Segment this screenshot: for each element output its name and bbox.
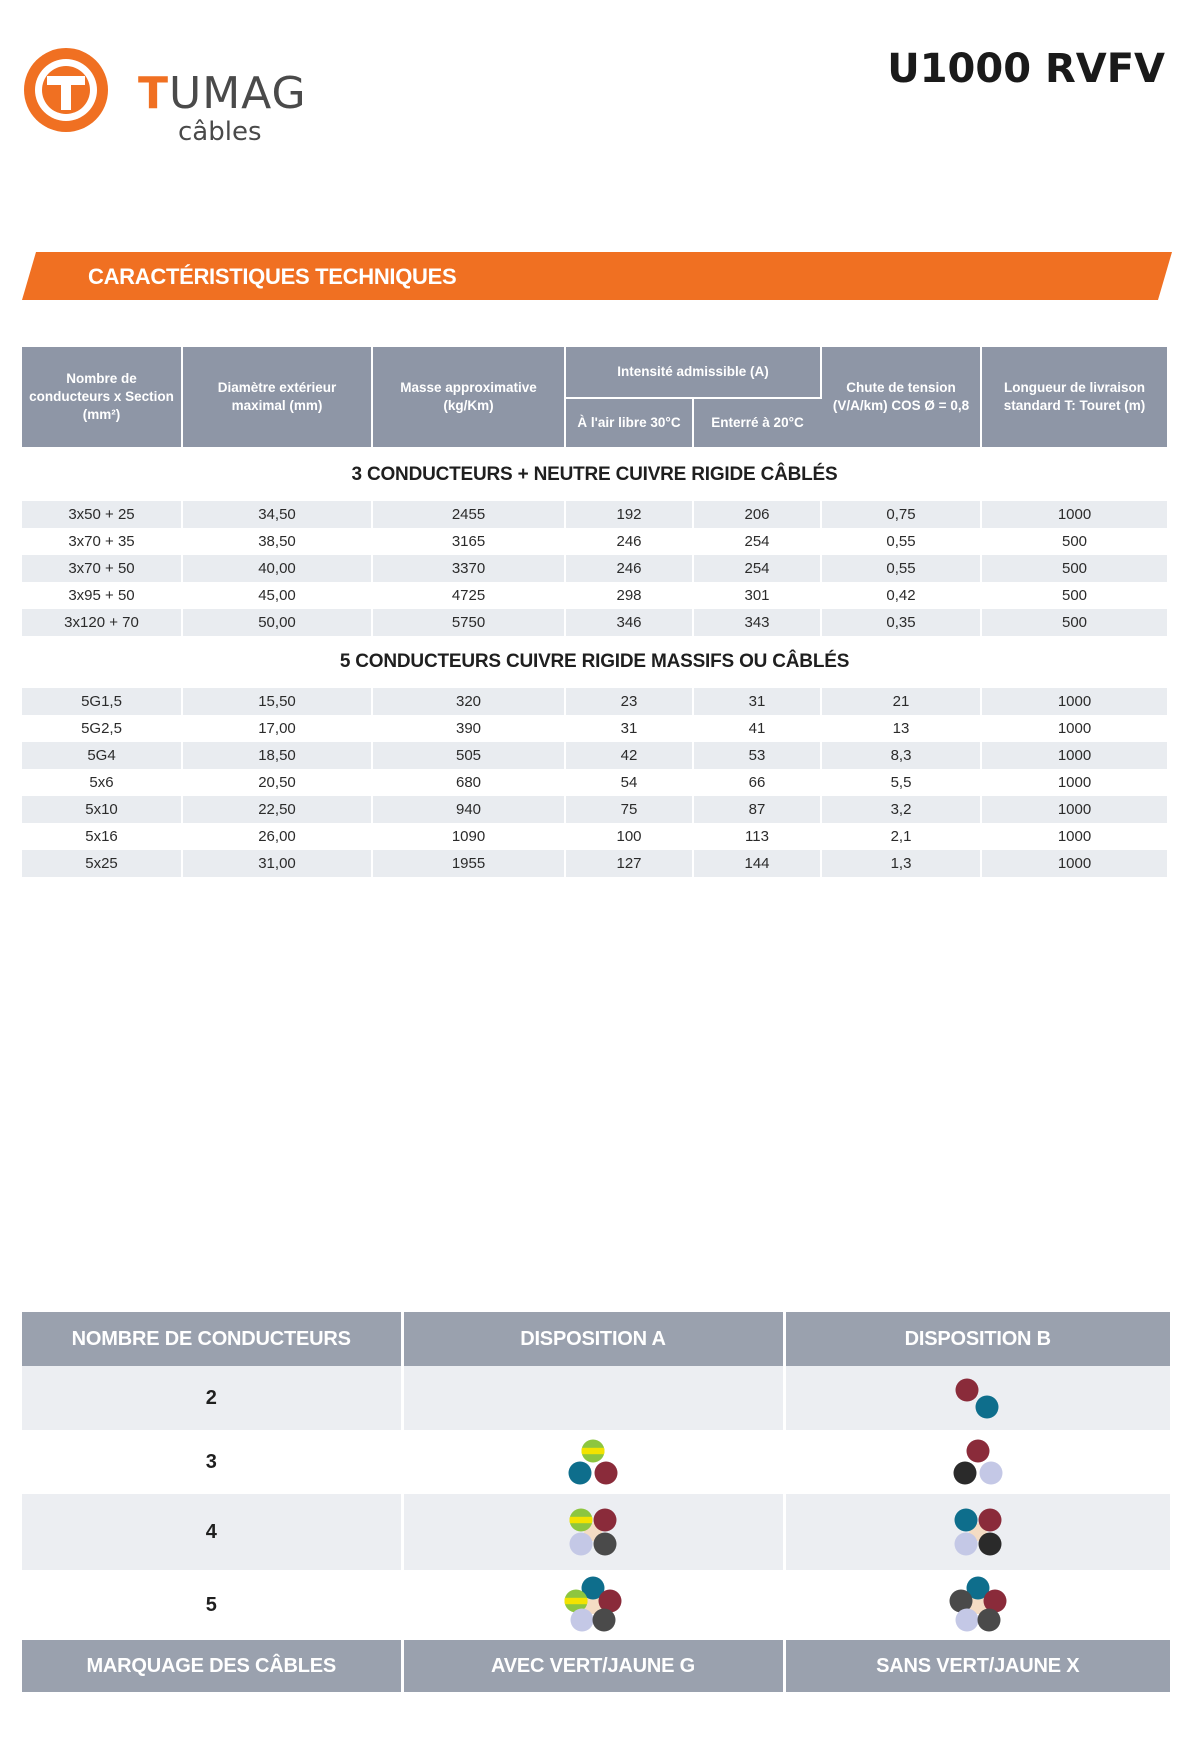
conductor-brown	[966, 1440, 989, 1463]
table-cell: 5x16	[22, 823, 182, 850]
table-cell: 2,1	[821, 823, 981, 850]
conductor-blue	[569, 1462, 592, 1485]
table-cell: 246	[565, 528, 693, 555]
disposition-row	[22, 1430, 1170, 1494]
table-cell: 192	[565, 501, 693, 528]
table-cell: 298	[565, 582, 693, 609]
conductor-green-yellow	[570, 1509, 593, 1532]
conductor-blue	[954, 1509, 977, 1532]
tumag-logo-icon	[18, 42, 128, 152]
conductor-grey	[593, 1609, 616, 1632]
table-cell: 31,00	[182, 850, 372, 877]
table-cell: 3370	[372, 555, 565, 582]
header-disposition-b: DISPOSITION B	[784, 1312, 1170, 1366]
conductor-lightblue	[954, 1533, 977, 1556]
table-cell: 1000	[981, 823, 1167, 850]
conductor-diagram	[938, 1573, 1018, 1637]
table-row	[22, 555, 1167, 582]
table-row	[22, 582, 1167, 609]
header-voltage-drop: Chute de tension (V/A/km) COS Ø = 0,8	[821, 347, 981, 448]
brand-subtitle: câbles	[178, 117, 262, 147]
table-cell: 505	[372, 742, 565, 769]
header-intensity-buried: Enterré à 20°C	[693, 398, 821, 448]
conductor-diagram	[553, 1366, 633, 1430]
header-intensity-air: À l'air libre 30°C	[565, 398, 693, 448]
table-row	[22, 609, 1167, 636]
disposition-b-cell	[784, 1430, 1170, 1494]
table-cell: 390	[372, 715, 565, 742]
table-cell: 0,35	[821, 609, 981, 636]
table-cell: 113	[693, 823, 821, 850]
conductor-diagram	[938, 1500, 1018, 1564]
table-cell: 1955	[372, 850, 565, 877]
table-cell: 1000	[981, 742, 1167, 769]
table-cell: 206	[693, 501, 821, 528]
table-cell: 40,00	[182, 555, 372, 582]
conductor-count: 2	[22, 1366, 402, 1430]
table-cell: 13	[821, 715, 981, 742]
header-conductor-count: NOMBRE DE CONDUCTEURS	[22, 1312, 402, 1366]
table-cell: 500	[981, 609, 1167, 636]
table-cell: 22,50	[182, 796, 372, 823]
table-row	[22, 769, 1167, 796]
table-cell: 3x50 + 25	[22, 501, 182, 528]
table-cell: 301	[693, 582, 821, 609]
conductor-diagram	[553, 1500, 633, 1564]
conductor-diagram	[553, 1573, 633, 1637]
conductor-grey	[594, 1533, 617, 1556]
conductor-count: 5	[22, 1570, 402, 1640]
table-cell: 254	[693, 555, 821, 582]
table-row	[22, 688, 1167, 715]
table-cell: 42	[565, 742, 693, 769]
header-delivery-length: Longueur de livraison standard T: Touret (m)	[981, 347, 1167, 448]
conductor-brown	[594, 1509, 617, 1532]
conductor-lightblue	[979, 1462, 1002, 1485]
conductor-black	[953, 1462, 976, 1485]
header-intensity: Intensité admissible (A)	[565, 347, 821, 398]
disposition-b-cell	[784, 1570, 1170, 1640]
conductor-lightblue	[570, 1533, 593, 1556]
table-cell: 18,50	[182, 742, 372, 769]
table-cell: 346	[565, 609, 693, 636]
table-cell: 3x120 + 70	[22, 609, 182, 636]
brand-logo	[18, 42, 307, 152]
technical-table	[22, 347, 1167, 877]
table-cell: 3x70 + 35	[22, 528, 182, 555]
header-mass: Masse approximative (kg/Km)	[372, 347, 565, 448]
table-cell: 246	[565, 555, 693, 582]
conductor-green-yellow	[582, 1440, 605, 1463]
table-cell: 1090	[372, 823, 565, 850]
header-conductors-section: Nombre de conducteurs x Section (mm²)	[22, 347, 182, 448]
table-cell: 0,42	[821, 582, 981, 609]
table-cell: 20,50	[182, 769, 372, 796]
footer-without-green-yellow: SANS VERT/JAUNE X	[784, 1640, 1170, 1692]
table-cell: 1000	[981, 501, 1167, 528]
table-cell: 0,55	[821, 528, 981, 555]
table-cell: 8,3	[821, 742, 981, 769]
disposition-a-cell	[402, 1570, 784, 1640]
table-cell: 680	[372, 769, 565, 796]
table-cell: 343	[693, 609, 821, 636]
table-cell: 1000	[981, 796, 1167, 823]
disposition-table	[22, 1312, 1170, 1692]
table-cell: 1,3	[821, 850, 981, 877]
table-cell: 54	[565, 769, 693, 796]
table-cell: 3165	[372, 528, 565, 555]
table-cell: 50,00	[182, 609, 372, 636]
table-row	[22, 501, 1167, 528]
table-cell: 5750	[372, 609, 565, 636]
table-cell: 1000	[981, 715, 1167, 742]
table-row	[22, 528, 1167, 555]
table-cell: 26,00	[182, 823, 372, 850]
table-cell: 66	[693, 769, 821, 796]
conductor-diagram	[938, 1366, 1018, 1430]
disposition-a-cell	[402, 1430, 784, 1494]
table-cell: 15,50	[182, 688, 372, 715]
table-cell: 53	[693, 742, 821, 769]
table-cell: 31	[693, 688, 821, 715]
table-cell: 4725	[372, 582, 565, 609]
group-title: 5 CONDUCTEURS CUIVRE RIGIDE MASSIFS OU CÂBLÉS	[22, 636, 1167, 688]
brand-name: TUMAG	[138, 68, 307, 119]
table-cell: 0,55	[821, 555, 981, 582]
table-cell: 3x70 + 50	[22, 555, 182, 582]
disposition-a-cell	[402, 1366, 784, 1430]
section-title: CARACTÉRISTIQUES TECHNIQUES	[88, 264, 457, 289]
table-cell: 45,00	[182, 582, 372, 609]
table-cell: 500	[981, 528, 1167, 555]
conductor-diagram	[553, 1430, 633, 1494]
table-cell: 41	[693, 715, 821, 742]
table-cell: 38,50	[182, 528, 372, 555]
table-row	[22, 823, 1167, 850]
table-cell: 320	[372, 688, 565, 715]
table-cell: 17,00	[182, 715, 372, 742]
conductor-grey	[977, 1609, 1000, 1632]
table-cell: 254	[693, 528, 821, 555]
conductor-black	[978, 1533, 1001, 1556]
disposition-b-cell	[784, 1366, 1170, 1430]
disposition-row	[22, 1494, 1170, 1570]
table-cell: 100	[565, 823, 693, 850]
table-cell: 21	[821, 688, 981, 715]
table-row	[22, 715, 1167, 742]
conductor-brown	[955, 1379, 978, 1402]
conductor-diagram	[938, 1430, 1018, 1494]
table-cell: 5,5	[821, 769, 981, 796]
table-cell: 1000	[981, 850, 1167, 877]
product-title: U1000 RVFV	[887, 46, 1165, 92]
disposition-row	[22, 1570, 1170, 1640]
conductor-count: 4	[22, 1494, 402, 1570]
group-title: 3 CONDUCTEURS + NEUTRE CUIVRE RIGIDE CÂBLÉS	[22, 448, 1167, 501]
disposition-b-cell	[784, 1494, 1170, 1570]
conductor-brown	[595, 1462, 618, 1485]
table-cell: 940	[372, 796, 565, 823]
table-cell: 1000	[981, 688, 1167, 715]
table-row	[22, 742, 1167, 769]
table-cell: 75	[565, 796, 693, 823]
table-cell: 127	[565, 850, 693, 877]
table-cell: 500	[981, 582, 1167, 609]
table-cell: 34,50	[182, 501, 372, 528]
group-row	[22, 448, 1167, 501]
table-cell: 5G1,5	[22, 688, 182, 715]
table-cell: 87	[693, 796, 821, 823]
table-cell: 500	[981, 555, 1167, 582]
table-row	[22, 850, 1167, 877]
table-cell: 3x95 + 50	[22, 582, 182, 609]
header-outer-diameter: Diamètre extérieur maximal (mm)	[182, 347, 372, 448]
table-cell: 1000	[981, 769, 1167, 796]
table-cell: 0,75	[821, 501, 981, 528]
conductor-lightblue	[571, 1609, 594, 1632]
group-row	[22, 636, 1167, 688]
table-row	[22, 796, 1167, 823]
conductor-count: 3	[22, 1430, 402, 1494]
disposition-a-cell	[402, 1494, 784, 1570]
table-cell: 5x6	[22, 769, 182, 796]
disposition-row	[22, 1366, 1170, 1430]
conductor-lightblue	[955, 1609, 978, 1632]
table-cell: 5x10	[22, 796, 182, 823]
table-cell: 5G2,5	[22, 715, 182, 742]
conductor-brown	[978, 1509, 1001, 1532]
table-cell: 5x25	[22, 850, 182, 877]
footer-cable-marking: MARQUAGE DES CÂBLES	[22, 1640, 402, 1692]
table-cell: 23	[565, 688, 693, 715]
section-banner	[22, 252, 1172, 300]
table-cell: 5G4	[22, 742, 182, 769]
footer-with-green-yellow: AVEC VERT/JAUNE G	[402, 1640, 784, 1692]
table-cell: 3,2	[821, 796, 981, 823]
conductor-blue	[975, 1396, 998, 1419]
header-disposition-a: DISPOSITION A	[402, 1312, 784, 1366]
table-cell: 31	[565, 715, 693, 742]
table-cell: 2455	[372, 501, 565, 528]
table-cell: 144	[693, 850, 821, 877]
